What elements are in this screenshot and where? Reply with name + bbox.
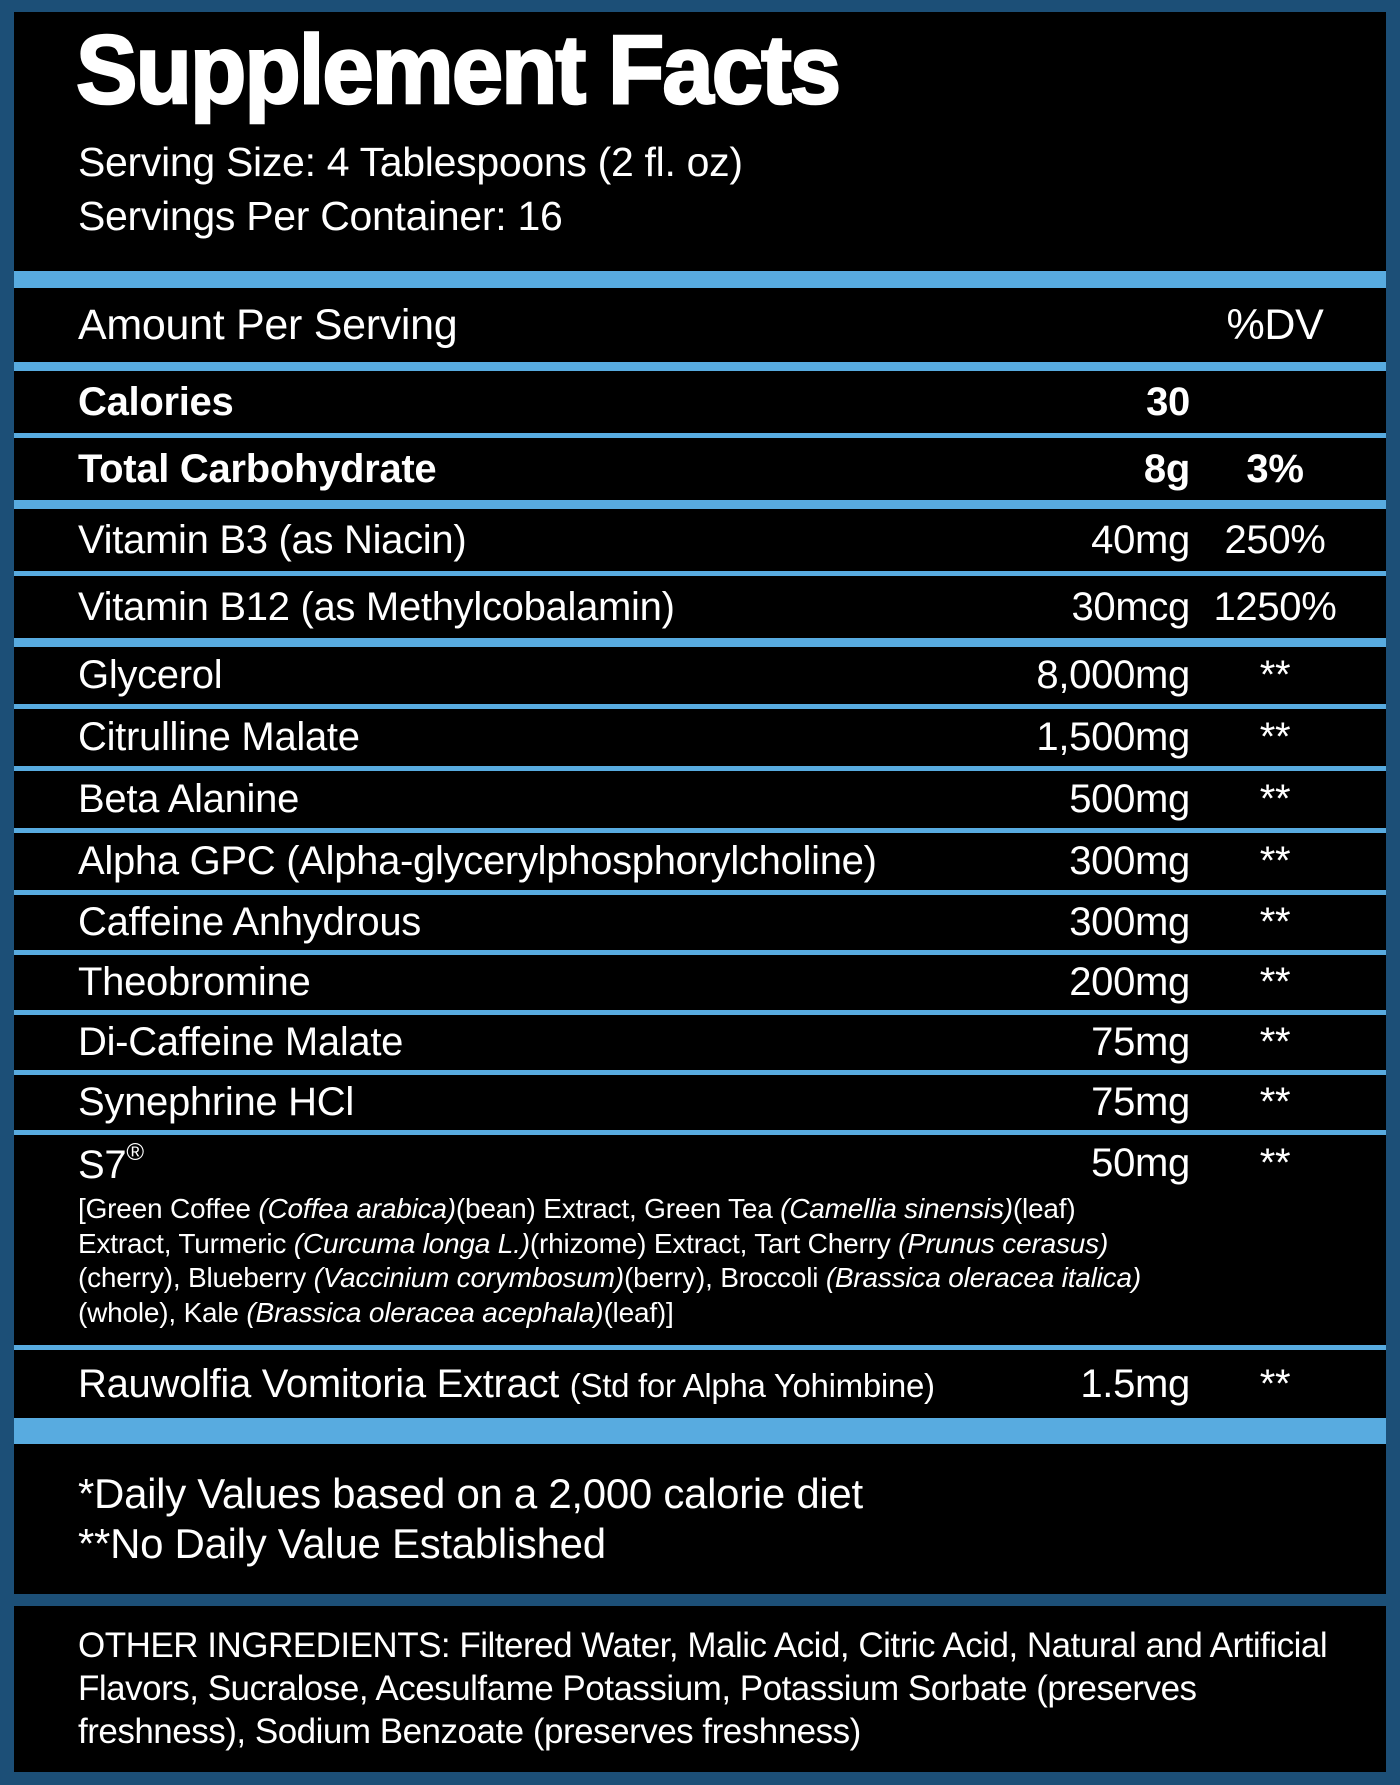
ingredient-dv: ** bbox=[1259, 960, 1291, 1004]
facts-row bbox=[14, 1137, 1386, 1189]
ingredient-name: Citrulline Malate bbox=[78, 715, 360, 759]
panel-title: Supplement Facts bbox=[76, 15, 840, 124]
ingredient-name: Synephrine HCl bbox=[78, 1080, 354, 1124]
ingredient-dv: 1250% bbox=[1213, 584, 1337, 629]
ingredient-amount: 75mg bbox=[1091, 1080, 1190, 1124]
s7-section bbox=[14, 1135, 1386, 1345]
ingredient-name: Beta Alanine bbox=[78, 777, 300, 821]
other-ingredients-text: OTHER INGREDIENTS: Filtered Water, Malic Acid, Citric Acid, Natural and Artificial Flavors, Sucralose, Acesulfame Potassium, Potassium Sorbate (preserves freshness), Sodium Benzoate (preserves freshness) bbox=[78, 1626, 1328, 1751]
other-ingredients-panel bbox=[14, 1606, 1386, 1772]
ingredient-amount: 1,500mg bbox=[1036, 715, 1190, 759]
ingredient-name: Caffeine Anhydrous bbox=[78, 900, 421, 944]
ingredient-dv: ** bbox=[1259, 839, 1291, 883]
facts-row bbox=[14, 647, 1386, 704]
ingredient-amount: 30mcg bbox=[1071, 584, 1190, 629]
column-header-row bbox=[14, 288, 1386, 362]
ingredient-amount: 200mg bbox=[1069, 960, 1190, 1004]
footnote-no-daily-value: **No Daily Value Established bbox=[78, 1520, 606, 1567]
facts-rows bbox=[14, 371, 1386, 1418]
ingredient-dv: ** bbox=[1259, 1020, 1291, 1064]
facts-row bbox=[14, 1350, 1386, 1418]
ingredient-amount: 40mg bbox=[1091, 517, 1190, 562]
facts-row bbox=[14, 509, 1386, 571]
ingredient-dv: ** bbox=[1259, 1361, 1291, 1406]
dv-column-header: %DV bbox=[1226, 300, 1324, 349]
ingredient-dv: ** bbox=[1259, 653, 1291, 697]
ingredient-name: S7® bbox=[78, 1138, 144, 1187]
ingredient-dv: ** bbox=[1259, 1080, 1291, 1124]
facts-row bbox=[14, 371, 1386, 433]
ingredient-amount: 50mg bbox=[1091, 1140, 1190, 1185]
amount-per-serving-header: Amount Per Serving bbox=[78, 300, 458, 349]
servings-per-container-text: Servings Per Container: 16 bbox=[78, 193, 563, 239]
row-divider bbox=[14, 500, 1386, 509]
ingredient-name: Calories bbox=[78, 379, 234, 424]
facts-row bbox=[14, 709, 1386, 766]
ingredient-dv: ** bbox=[1259, 1140, 1291, 1185]
facts-row bbox=[14, 895, 1386, 950]
ingredient-name: Theobromine bbox=[78, 960, 311, 1004]
serving-size-text: Serving Size: 4 Tablespoons (2 fl. oz) bbox=[78, 139, 743, 185]
ingredient-name: Glycerol bbox=[78, 653, 223, 697]
section-divider-top bbox=[14, 271, 1386, 288]
facts-row bbox=[14, 1015, 1386, 1070]
ingredient-amount: 30 bbox=[1146, 379, 1190, 424]
supplement-facts-panel bbox=[14, 12, 1386, 1594]
ingredient-amount: 8g bbox=[1143, 446, 1190, 491]
ingredient-dv: 250% bbox=[1224, 517, 1326, 562]
ingredient-dv: ** bbox=[1259, 777, 1291, 821]
ingredient-amount: 75mg bbox=[1091, 1020, 1190, 1064]
ingredient-dv: ** bbox=[1259, 900, 1291, 944]
s7-ingredient-details: [Green Coffee (Coffea arabica)(bean) Extract, Green Tea (Camellia sinensis)(leaf) Extract, Turmeric (Curcuma longa L.)(rhizome) Extract, Tart Cherry (Prunus cerasus)(cherry), Blueberry (Vaccinium corymbosum)(berry), Broccoli (Brassica oleracea italica)(whole), Kale (Brassica oleracea acephala)(leaf)] bbox=[78, 1193, 1141, 1328]
ingredient-name: Vitamin B3 (as Niacin) bbox=[78, 517, 467, 562]
footnote-daily-values: *Daily Values based on a 2,000 calorie diet bbox=[78, 1470, 863, 1517]
ingredient-name: Vitamin B12 (as Methylcobalamin) bbox=[78, 584, 675, 629]
header-divider bbox=[14, 362, 1386, 371]
ingredient-amount: 300mg bbox=[1069, 839, 1190, 883]
row-divider bbox=[14, 638, 1386, 647]
footnotes bbox=[14, 1444, 1386, 1594]
ingredient-dv: 3% bbox=[1246, 446, 1304, 491]
facts-row bbox=[14, 833, 1386, 890]
section-divider-bottom bbox=[14, 1418, 1386, 1444]
ingredient-dv: ** bbox=[1259, 715, 1291, 759]
facts-row bbox=[14, 438, 1386, 500]
ingredient-name: Total Carbohydrate bbox=[78, 446, 437, 491]
registered-mark: ® bbox=[126, 1138, 144, 1166]
ingredient-name: Alpha GPC (Alpha-glycerylphosphorylcholine) bbox=[78, 839, 877, 883]
facts-row bbox=[14, 771, 1386, 828]
ingredient-amount: 8,000mg bbox=[1036, 653, 1190, 697]
ingredient-amount: 300mg bbox=[1069, 900, 1190, 944]
facts-row bbox=[14, 576, 1386, 638]
facts-row bbox=[14, 955, 1386, 1010]
ingredient-amount: 1.5mg bbox=[1080, 1361, 1190, 1406]
facts-row bbox=[14, 1075, 1386, 1130]
ingredient-note: (Std for Alpha Yohimbine) bbox=[569, 1366, 935, 1404]
ingredient-name: Rauwolfia Vomitoria Extract (Std for Alpha Yohimbine) bbox=[78, 1361, 935, 1406]
ingredient-name: Di-Caffeine Malate bbox=[78, 1020, 404, 1064]
ingredient-amount: 500mg bbox=[1069, 777, 1190, 821]
